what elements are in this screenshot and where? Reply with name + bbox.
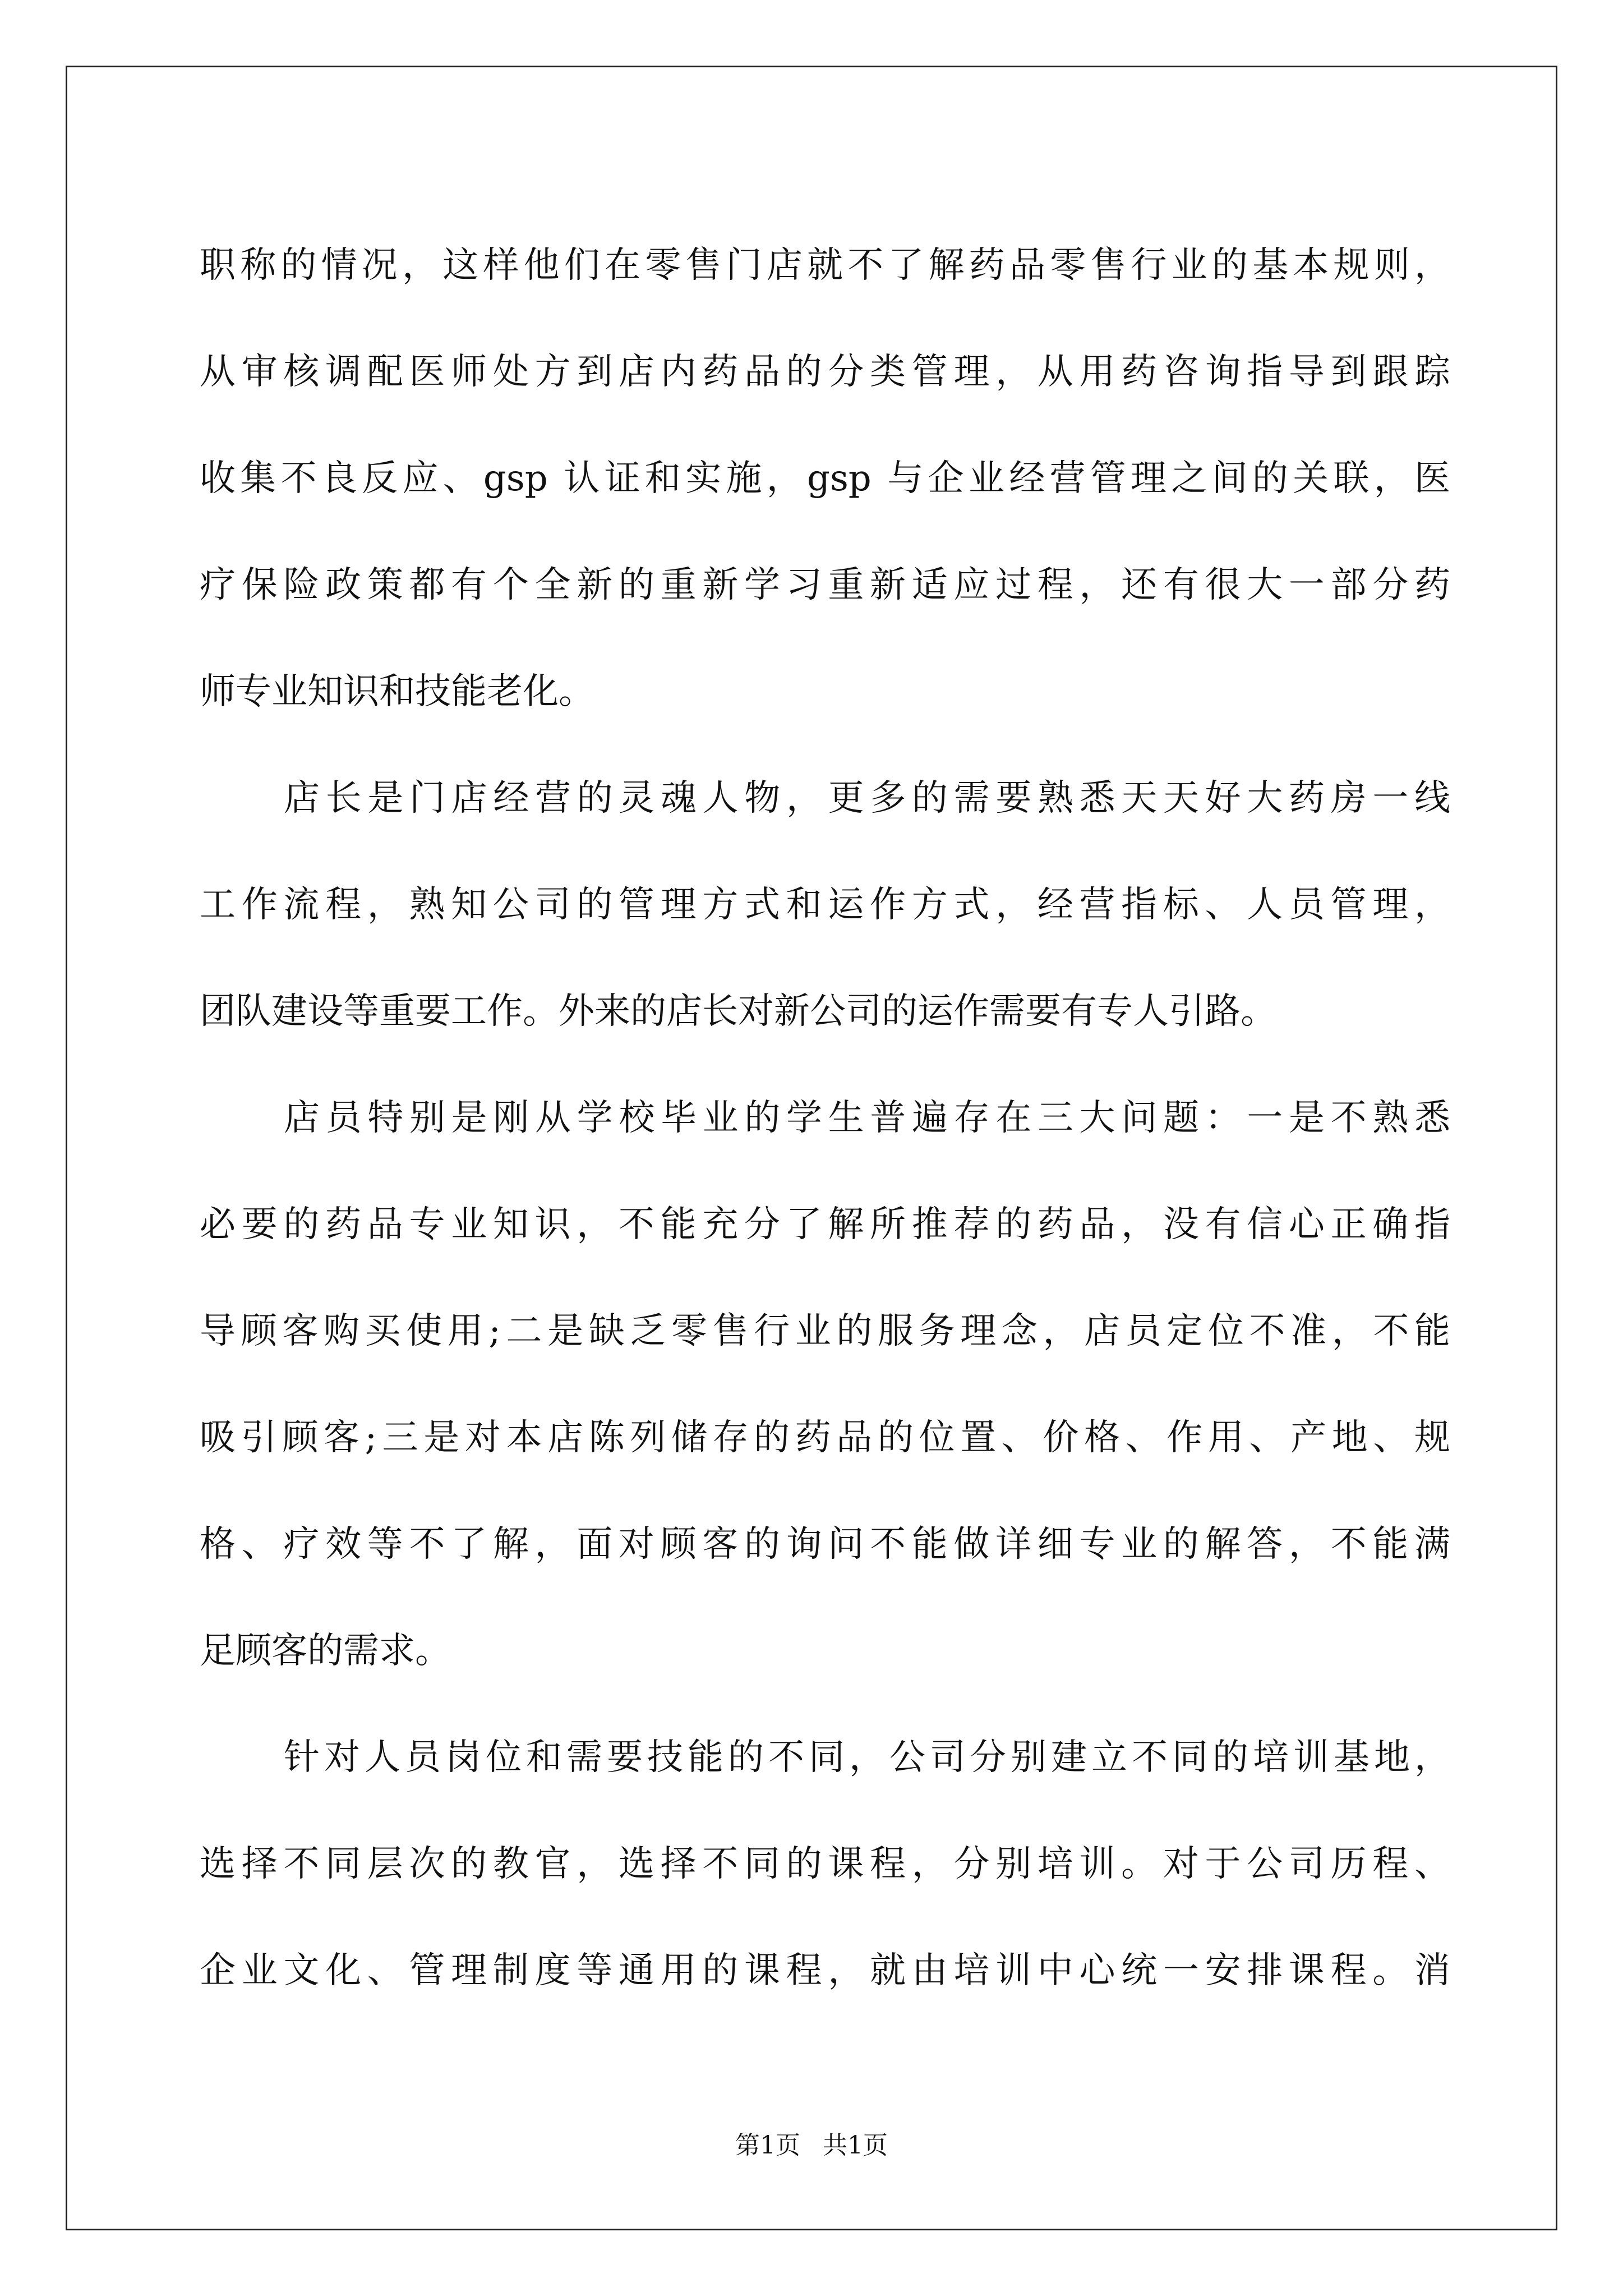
text-line: 职称的情况，这样他们在零售门店就不了解药品零售行业的基本规则， bbox=[200, 245, 1450, 286]
text-line: 足顾客的需求。 bbox=[200, 1630, 451, 1672]
text-line: 从审核调配医师处方到店内药品的分类管理，从用药咨询指导到跟踪 bbox=[200, 351, 1450, 393]
text-line: 师专业知识和技能老化。 bbox=[200, 671, 594, 712]
text-line: 针对人员岗位和需要技能的不同，公司分别建立不同的培训基地， bbox=[284, 1737, 1450, 1778]
text-line: 格、疗效等不了解，面对顾客的询问不能做详细专业的解答，不能满 bbox=[200, 1524, 1450, 1565]
paragraph-1 bbox=[200, 212, 1450, 745]
page-total: 共1页 bbox=[823, 2131, 888, 2160]
text-line: 疗保险政策都有个全新的重新学习重新适应过程，还有很大一部分药 bbox=[200, 564, 1450, 606]
text-line: 吸引顾客;三是对本店陈列储存的药品的位置、价格、作用、产地、规 bbox=[200, 1417, 1450, 1458]
paragraph-4 bbox=[200, 1704, 1450, 2024]
text-line: 必要的药品专业知识，不能充分了解所推荐的药品，没有信心正确指 bbox=[200, 1204, 1450, 1245]
text-line: 选择不同层次的教官，选择不同的课程，分别培训。对于公司历程、 bbox=[200, 1843, 1450, 1885]
text-line: 导顾客购买使用;二是缺乏零售行业的服务理念，店员定位不准，不能 bbox=[200, 1310, 1450, 1352]
text-line: 收集不良反应、gsp 认证和实施，gsp 与企业经营管理之间的关联，医 bbox=[200, 458, 1450, 499]
paragraph-3 bbox=[200, 1065, 1450, 1704]
text-line: 店长是门店经营的灵魂人物，更多的需要熟悉天天好大药房一线 bbox=[284, 777, 1450, 819]
text-line: 工作流程，熟知公司的管理方式和运作方式，经营指标、人员管理， bbox=[200, 884, 1450, 926]
document-body bbox=[200, 212, 1450, 2024]
page-number: 第1页 bbox=[735, 2131, 800, 2160]
text-line: 团队建设等重要工作。外来的店长对新公司的运作需要有专人引路。 bbox=[200, 991, 1276, 1032]
text-line: 店员特别是刚从学校毕业的学生普遍存在三大问题：一是不熟悉 bbox=[284, 1097, 1450, 1139]
text-line: 企业文化、管理制度等通用的课程，就由培训中心统一安排课程。消 bbox=[200, 1950, 1450, 1991]
page-footer bbox=[0, 2129, 1623, 2162]
paragraph-2 bbox=[200, 745, 1450, 1065]
